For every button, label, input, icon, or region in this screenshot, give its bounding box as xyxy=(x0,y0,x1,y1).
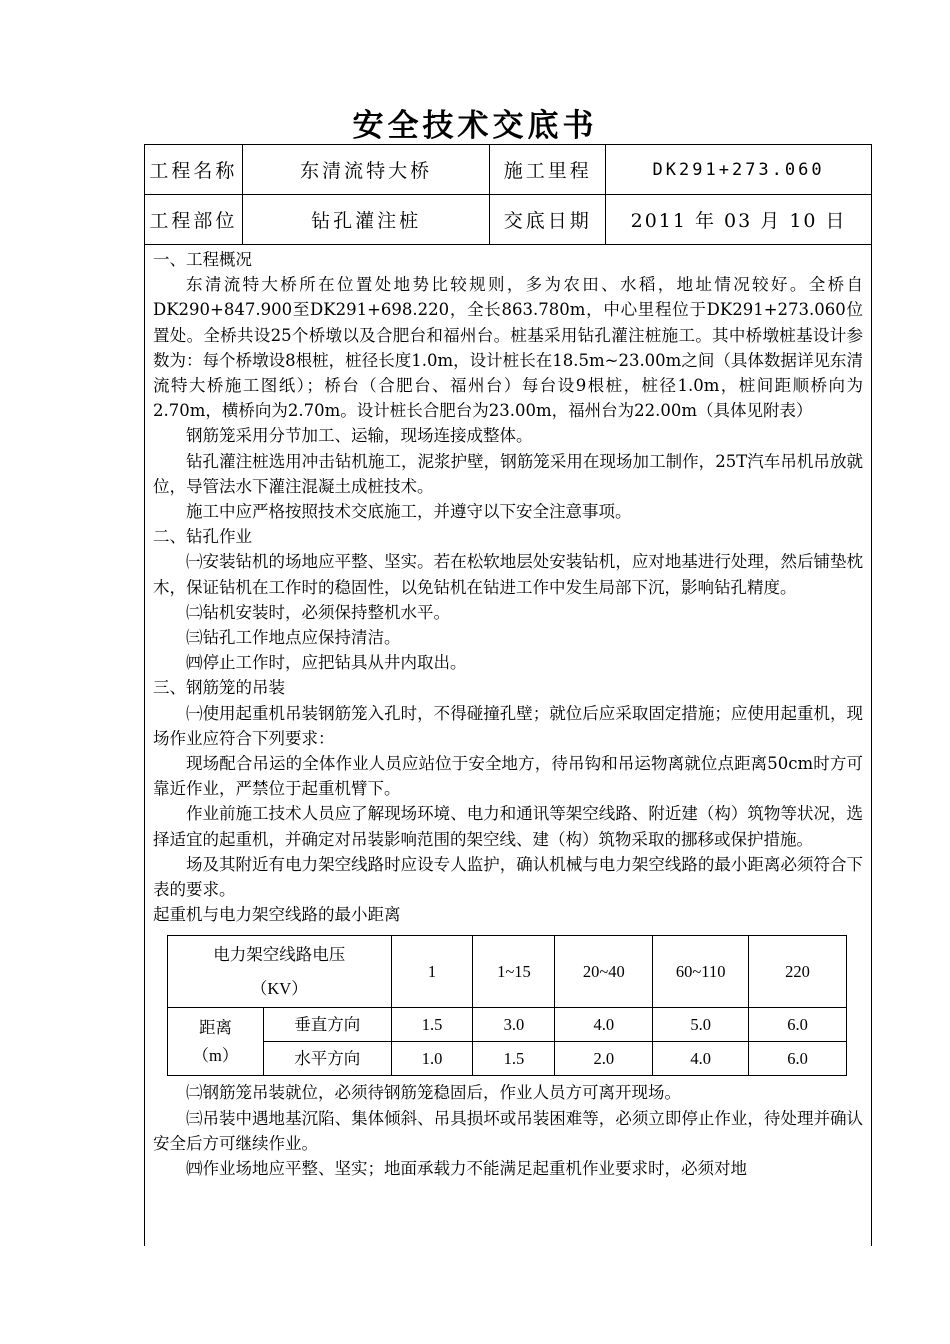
document-body xyxy=(153,247,863,1181)
horizontal-value: 4.0 xyxy=(653,1042,749,1076)
voltage-unit: （KV） xyxy=(250,978,308,998)
section-1-paragraph: 东清流特大桥所在位置处地势比较规则，多为农田、水稻，地址情况较好。全桥自DK290+847.900至DK291+698.220，全长863.780m，中心里程位于DK291+273.060位置处。全桥共设25个桥墩以及合肥台和福州台。桩基采用钻孔灌注桩施工。其中桥墩桩基设计参数为：每个桥墩设8根桩，桩径长度1.0m，设计桩长在18.5m~23.00m之间（具体数据详见东清流特大桥施工图纸）；桥台（合肥台、福州台）每台设9根桩，桩径1.0m，桩间距顺桥向为2.70m，横桥向为2.70m。设计桩长合肥台为23.00m，福州台为22.00m（具体见附表） xyxy=(153,275,863,421)
horizontal-value: 1.5 xyxy=(473,1042,555,1076)
voltage-value: 1 xyxy=(391,936,473,1008)
distance-unit: （m） xyxy=(192,1045,239,1065)
vertical-distance-row xyxy=(168,1008,847,1042)
section-2-paragraph: ㈡钻机安装时，必须保持整机水平。 xyxy=(186,602,450,622)
vertical-value: 3.0 xyxy=(473,1008,555,1042)
section-1-paragraph: 钻孔灌注桩选用冲击钻机施工，泥浆护壁，钢筋笼采用在现场加工制作，25T汽车吊机吊放就位，导管法水下灌注混凝土成桩技术。 xyxy=(153,451,863,496)
date-label: 交底日期 xyxy=(490,195,606,245)
section-3-paragraph: ㈣作业场地应平整、坚实；地面承载力不能满足起重机作业要求时，必须对地 xyxy=(186,1159,747,1179)
section-2-heading: 二、钻孔作业 xyxy=(153,527,252,547)
project-name-value: 东清流特大桥 xyxy=(242,145,490,195)
section-3-paragraph: 作业前施工技术人员应了解现场环境、电力和通讯等架空线路、附近建（构）筑物等状况，选择适宜的起重机，并确定对吊装影响范围的架空线、建（构）筑物采取的挪移或保护措施。 xyxy=(153,804,863,849)
section-3-paragraph: 现场配合吊运的全体作业人员应站位于安全地方，待吊钩和吊运物离就位点距离50cm时方可靠近作业，严禁位于起重机臂下。 xyxy=(153,754,863,799)
section-2-paragraph: ㈣停止工作时，应把钻具从井内取出。 xyxy=(186,653,467,673)
voltage-value: 220 xyxy=(749,936,847,1008)
section-1-heading: 一、工程概况 xyxy=(153,250,252,269)
mileage-value: DK291+273.060 xyxy=(606,145,872,195)
voltage-value: 1~15 xyxy=(473,936,555,1008)
distance-header-cell xyxy=(168,1008,264,1076)
section-1-paragraph: 施工中应严格按照技术交底施工，并遵守以下安全注意事项。 xyxy=(186,502,632,522)
distance-table xyxy=(167,935,847,1076)
vertical-value: 4.0 xyxy=(555,1008,653,1042)
voltage-value: 20~40 xyxy=(555,936,653,1008)
after-table-block xyxy=(153,1080,863,1181)
vertical-value: 1.5 xyxy=(391,1008,473,1042)
voltage-label: 电力架空线路电压 xyxy=(213,944,346,964)
horizontal-distance-row xyxy=(168,1042,847,1076)
section-1-paragraph: 钢筋笼采用分节加工、运输，现场连接成整体。 xyxy=(186,426,533,446)
voltage-header-cell xyxy=(168,936,392,1008)
section-3-paragraph: ㈠使用起重机吊装钢筋笼入孔时，不得碰撞孔壁；就位后应采取固定措施；应使用起重机，现场作业应符合下列要求： xyxy=(153,703,863,748)
vertical-label: 垂直方向 xyxy=(263,1008,391,1042)
voltage-value: 60~110 xyxy=(653,936,749,1008)
section-3-paragraph: 场及其附近有电力架空线路时应设专人监护，确认机械与电力架空线路的最小距离必须符合下表的要求。 xyxy=(153,854,863,900)
horizontal-value: 6.0 xyxy=(749,1042,847,1076)
section-3-paragraph: ㈡钢筋笼吊装就位，必须待钢筋笼稳固后，作业人员方可离开现场。 xyxy=(186,1083,681,1103)
section-2-paragraph: ㈢钻孔工作地点应保持清洁。 xyxy=(186,628,401,648)
mileage-label: 施工里程 xyxy=(490,145,606,195)
distance-label: 距离 xyxy=(198,1017,232,1037)
horizontal-label: 水平方向 xyxy=(263,1042,391,1076)
section-2-paragraph: ㈠安装钻机的场地应平整、坚实。若在松软地层处安装钻机，应对地基进行处理，然后铺垫枕木，保证钻机在工作时的稳固性，以免钻机在钻进工作中发生局部下沉，影响钻孔精度。 xyxy=(153,552,863,597)
table-caption: 起重机与电力架空线路的最小距离 xyxy=(153,905,401,925)
part-value: 钻孔灌注桩 xyxy=(242,195,490,245)
horizontal-value: 2.0 xyxy=(555,1042,653,1076)
part-label: 工程部位 xyxy=(145,195,243,245)
header-table xyxy=(144,144,872,245)
project-name-label: 工程名称 xyxy=(145,145,243,195)
document-title: 安全技术交底书 xyxy=(352,108,598,144)
vertical-value: 6.0 xyxy=(749,1008,847,1042)
section-3-paragraph: ㈢吊装中遇地基沉陷、集体倾斜、吊具损坏或吊装困难等，必须立即停止作业，待处理并确认安全后方可继续作业。 xyxy=(153,1108,863,1153)
date-value: 2011 年 03 月 10 日 xyxy=(606,195,872,245)
vertical-value: 5.0 xyxy=(653,1008,749,1042)
voltage-row xyxy=(168,936,847,1008)
header-row-2 xyxy=(145,195,872,245)
horizontal-value: 1.0 xyxy=(391,1042,473,1076)
header-row-1 xyxy=(145,145,872,195)
section-3-heading: 三、钢筋笼的吊装 xyxy=(153,678,285,698)
